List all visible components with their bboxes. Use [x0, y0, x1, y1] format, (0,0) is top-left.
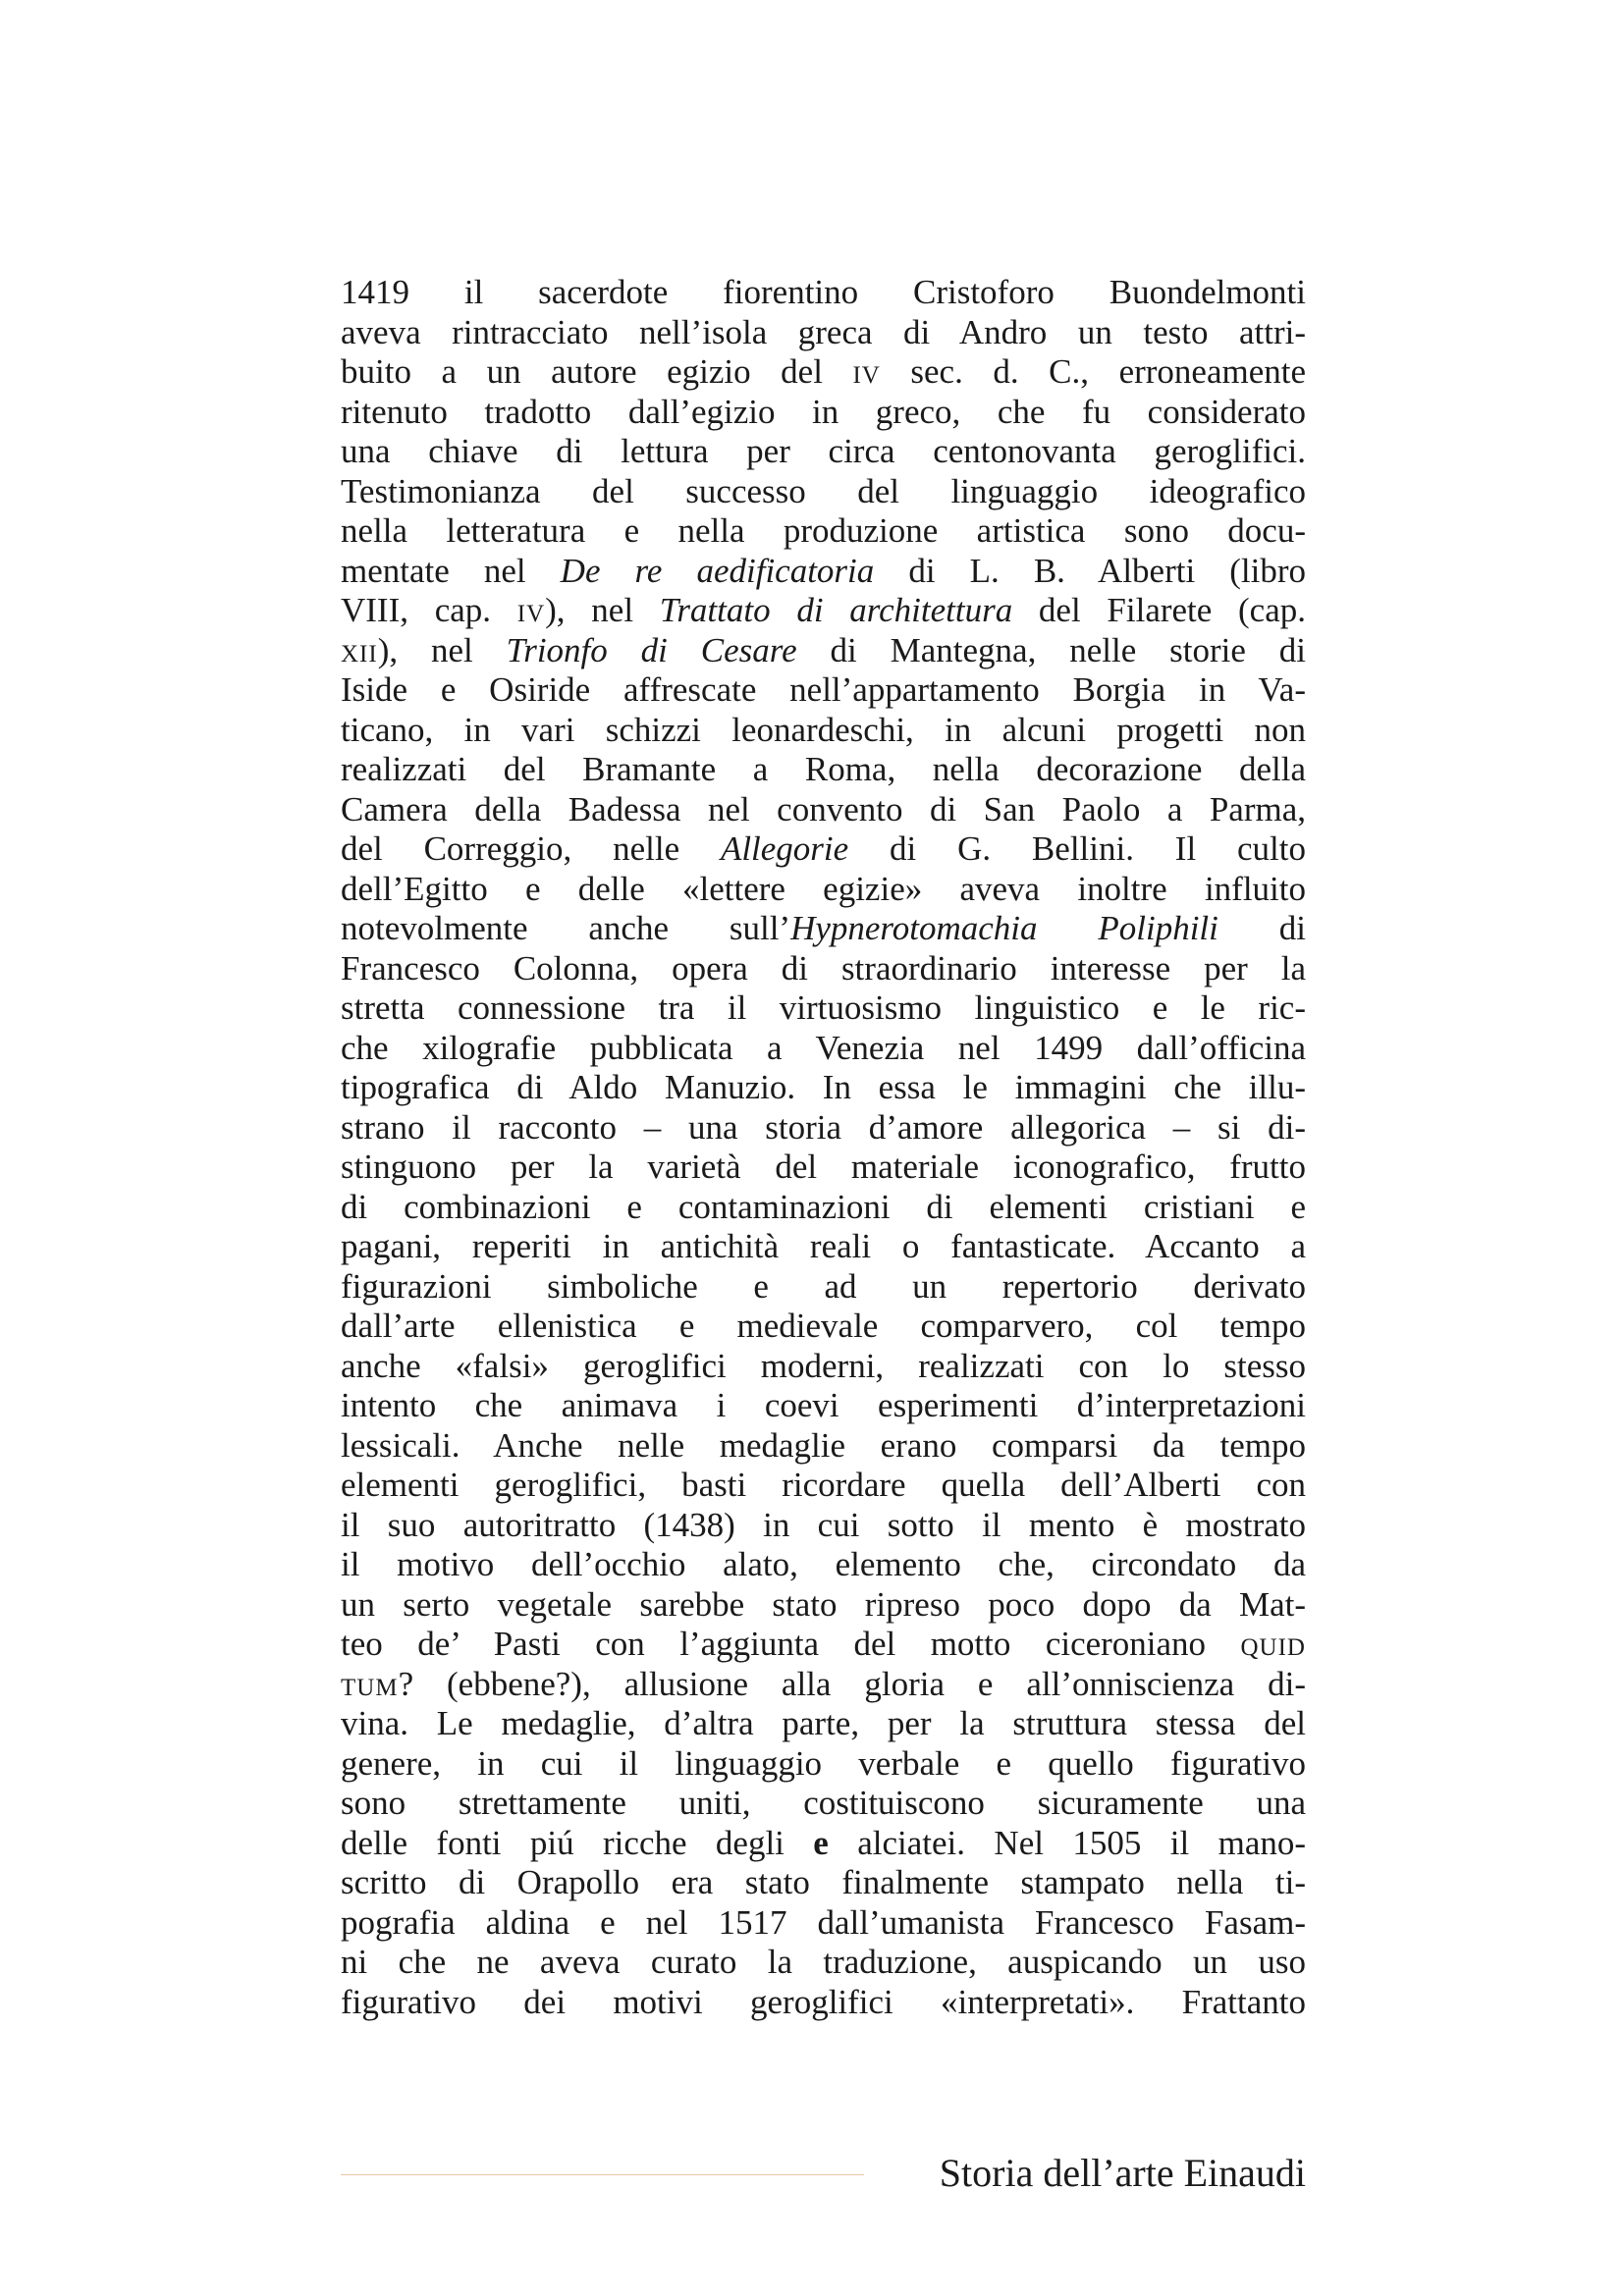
text-line: VIII, cap. iv), nel Trattato di architettura del Filarete (cap.: [341, 591, 1307, 629]
text-line: anche «falsi» geroglifici moderni, realizzati con lo stesso: [341, 1346, 1306, 1385]
text-line: del Correggio, nelle Allegorie di G. Bellini. Il culto: [341, 829, 1306, 868]
text-line: figurativo dei motivi geroglifici «interpretati». Frattanto: [341, 1982, 1306, 2021]
text-line: Camera della Badessa nel convento di San Paolo a Parma,: [341, 789, 1306, 828]
text-line: notevolmente anche sull’Hypnerotomachia Poliphili di: [341, 909, 1306, 947]
text-line: dall’arte ellenistica e medievale comparvero, col tempo: [341, 1307, 1306, 1345]
text-line: elementi geroglifici, basti ricordare quella dell’Alberti con: [341, 1466, 1306, 1504]
italic-title: De re aedificatoria: [560, 551, 875, 590]
text-line: che xilografie pubblicata a Venezia nel 1499 dall’officina: [341, 1028, 1306, 1067]
italic-title: Trionfo di Cesare: [506, 630, 797, 669]
footer-publication-title: Storia dell’arte Einaudi: [939, 2151, 1306, 2195]
text-line: teo de’ Pasti con l’aggiunta del motto ciceroniano quid: [341, 1625, 1306, 1663]
text-line: strano il racconto – una storia d’amore allegorica – si di-: [341, 1107, 1306, 1147]
text-line: 1419 il sacerdote fiorentino Cristoforo Buondelmonti: [341, 273, 1306, 311]
text-line: ritenuto tradotto dall’egizio in greco, che fu considerato: [341, 392, 1306, 431]
text-line: vina. Le medaglie, d’altra parte, per la struttura stessa del: [341, 1704, 1306, 1742]
italic-title: Hypnerotomachia Poliphili: [790, 909, 1218, 947]
text-line: genere, in cui il linguaggio verbale e quello figurativo: [341, 1743, 1306, 1783]
text-line: delle fonti piú ricche degli e alciatei. Nel 1505 il mano-: [341, 1823, 1307, 1862]
text-line: Francesco Colonna, opera di straordinario interesse per la: [341, 948, 1306, 988]
text-line: Iside e Osiride affrescate nell’appartamento Borgia in Va-: [341, 670, 1306, 709]
text-line: un serto vegetale sarebbe stato ripreso poco dopo da Mat-: [341, 1584, 1306, 1624]
text-line: Testimonianza del successo del linguaggio ideografico: [341, 471, 1306, 510]
text-line: scritto di Orapollo era stato finalmente stampato nella ti-: [341, 1863, 1306, 1901]
text-line: tipografica di Aldo Manuzio. In essa le immagini che illu-: [341, 1068, 1306, 1106]
text-line: il suo autoritratto (1438) in cui sotto il mento è mostrato: [341, 1505, 1306, 1544]
text-line: ni che ne aveva curato la traduzione, auspicando un uso: [341, 1943, 1306, 1981]
text-line: xii), nel Trionfo di Cesare di Mantegna, nelle storie di: [341, 630, 1306, 669]
body-text: [341, 273, 1306, 2022]
italic-title: Allegorie: [720, 829, 849, 868]
text-line: intento che animava i coevi esperimenti d’interpretazioni: [341, 1386, 1306, 1424]
italic-title: Trattato di architettura: [659, 591, 1013, 629]
text-line: stretta connessione tra il virtuosismo linguistico e le ric-: [341, 988, 1306, 1027]
text-line: stinguono per la varietà del materiale iconografico, frutto: [341, 1148, 1306, 1186]
text-line: pagani, reperiti in antichità reali o fantasticate. Accanto a: [341, 1227, 1306, 1265]
text-line: buito a un autore egizio del iv sec. d. C., erroneamente: [341, 352, 1306, 391]
text-line: nella letteratura e nella produzione artistica sono docu-: [341, 511, 1306, 550]
text-line: sono strettamente uniti, costituiscono sicuramente una: [341, 1784, 1306, 1822]
bold-letter: e: [813, 1823, 829, 1862]
text-line: tum? (ebbene?), allusione alla gloria e all’onniscienza di-: [341, 1664, 1306, 1703]
text-line: di combinazioni e contaminazioni di elementi cristiani e: [341, 1187, 1306, 1226]
text-line: realizzati del Bramante a Roma, nella decorazione della: [341, 750, 1306, 788]
text-line: ticano, in vari schizzi leonardeschi, in alcuni progetti non: [341, 710, 1306, 749]
text-line: dell’Egitto e delle «lettere egizie» aveva inoltre influito: [341, 869, 1306, 908]
text-line: lessicali. Anche nelle medaglie erano comparsi da tempo: [341, 1425, 1306, 1465]
footer-rule: [341, 2174, 864, 2175]
text-line: figurazioni simboliche e ad un repertorio derivato: [341, 1266, 1306, 1306]
text-line: pografia aldina e nel 1517 dall’umanista Francesco Fasam-: [341, 1902, 1306, 1942]
text-line: il motivo dell’occhio alato, elemento che, circondato da: [341, 1545, 1306, 1583]
text-line: una chiave di lettura per circa centonovanta geroglifici.: [341, 432, 1306, 470]
text-line: aveva rintracciato nell’isola greca di Andro un testo attri-: [341, 312, 1306, 351]
text-line: mentate nel De re aedificatoria di L. B. Alberti (libro: [341, 551, 1306, 590]
